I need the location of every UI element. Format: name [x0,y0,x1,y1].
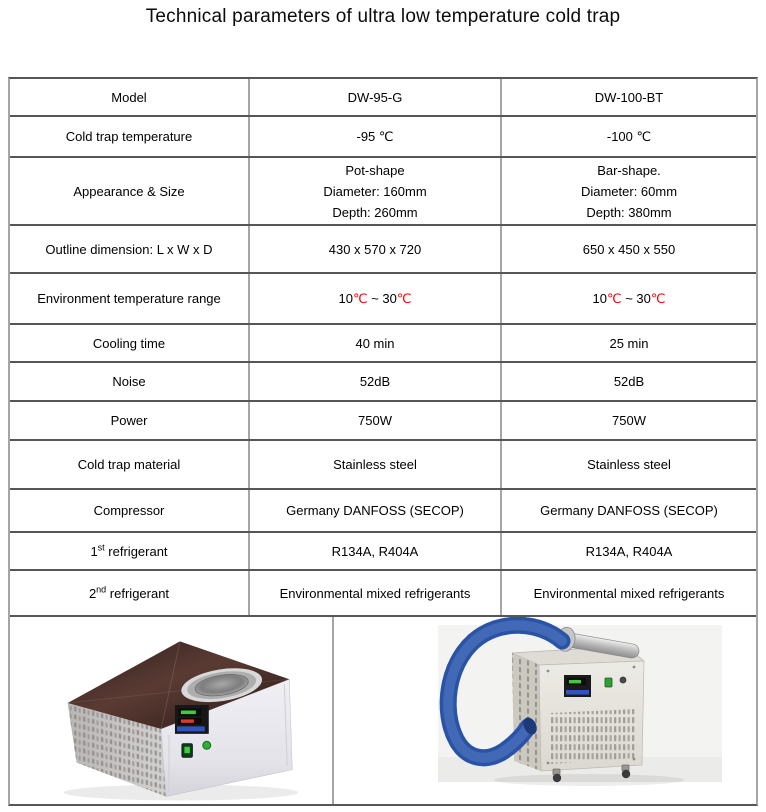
table-row-temperature [10,117,756,158]
table-row-second-refrigerant [10,571,756,617]
value-cell-dw95: Germany DANFOSS (SECOP) [250,490,502,531]
appearance-line: Depth: 260mm [332,204,418,220]
param-cell: Appearance & Size [10,158,250,224]
value-cell-dw95: -95 ℃ [250,117,502,156]
table-row-compressor [10,490,756,533]
param-cell: Cooling time [10,325,250,361]
ordinal-label: 2nd refrigerant [88,584,170,601]
appearance-line: Diameter: 160mm [323,183,427,199]
appearance-line: Depth: 380mm [586,204,672,220]
value-cell-dw95: Environmental mixed refrigerants [250,571,502,615]
value-cell-dw95: R134A, R404A [250,533,502,569]
param-cell: Cold trap material [10,441,250,488]
value-cell-dw100 [502,274,756,323]
table-row-model [10,79,756,117]
param-cell: Power [10,402,250,439]
value-cell-dw100 [502,158,756,224]
param-cell: Cold trap temperature [10,117,250,156]
appearance-line: Pot-shape [345,162,405,178]
value-cell-dw100: DW-100-BT [594,89,664,105]
appearance-line: Diameter: 60mm [580,183,678,199]
value-cell-dw95 [250,274,502,323]
value-cell-dw95: 750W [250,402,502,439]
value-cell-dw100: 25 min [609,335,649,351]
table-row-appearance [10,158,756,226]
value-cell-dw100: 750W [612,413,646,428]
table-row-power [10,402,756,441]
table-row-material [10,441,756,490]
table-row-outline-dimension [10,226,756,274]
pot-shape-cold-trap-image [10,617,334,804]
env-range-value: 10℃ ~ 30℃ [338,291,412,306]
bar-shape-cold-trap-image [334,617,756,804]
spec-table [8,77,758,806]
value-cell-dw95: 40 min [250,325,502,361]
param-cell [10,571,250,615]
table-row-noise [10,363,756,402]
table-row-product-photos [10,617,756,804]
value-cell-dw95: 52dB [250,363,502,400]
param-cell: Outline dimension: L x W x D [10,226,250,272]
value-cell-dw100: R134A, R404A [585,543,673,559]
value-cell-dw100: 52dB [613,374,645,389]
pot-shape-cold-trap-photo [10,617,332,804]
param-cell: Model [10,79,250,115]
param-cell: Noise [10,363,250,400]
env-range-value: 10℃ ~ 30℃ [592,291,666,306]
page-title: Technical parameters of ultra low temperature cold trap [145,6,621,27]
value-cell-dw100: Environmental mixed refrigerants [533,585,725,601]
value-cell-dw95 [250,158,502,224]
value-cell-dw100: Stainless steel [587,457,671,472]
value-cell-dw95: DW-95-G [250,79,502,115]
appearance-line: Bar-shape. [597,162,661,178]
value-cell-dw100: -100 ℃ [606,129,652,144]
param-cell: Compressor [10,490,250,531]
value-cell-dw100: 650 x 450 x 550 [582,241,676,257]
table-row-cooling-time [10,325,756,363]
ordinal-label: 1st refrigerant [90,542,168,559]
value-cell-dw100: Germany DANFOSS (SECOP) [540,503,718,518]
table-row-first-refrigerant [10,533,756,571]
table-row-environment-range [10,274,756,325]
param-cell [10,533,250,569]
bar-shape-cold-trap-photo [334,617,756,804]
param-cell: Environment temperature range [10,274,250,323]
value-cell-dw95: 430 x 570 x 720 [250,226,502,272]
value-cell-dw95: Stainless steel [250,441,502,488]
